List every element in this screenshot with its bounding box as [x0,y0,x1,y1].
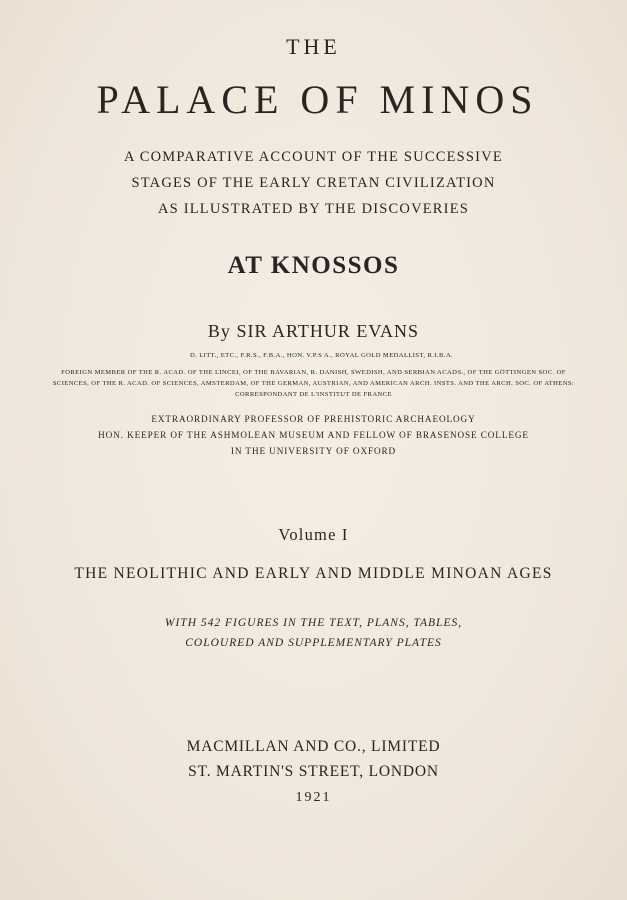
publisher-name: MACMILLAN AND CO., LIMITED [186,738,441,755]
author-degrees: D. LITT., ETC., F.R.S., F.B.A., HON. V.P.S A., ROYAL GOLD MEDALLIST, R.I.B.A. [189,352,454,359]
author-position-line: IN THE UNIVERSITY OF OXFORD [230,446,397,456]
book-title: PALACE OF MINOS [96,77,539,122]
author-prefix: By [207,321,231,341]
author-membership-line: FOREIGN MEMBER OF THE R. ACAD. OF THE LINCEI, OF THE BAVARIAN, R. DANISH, SWEDISH, AND SERBIAN ACADS., OF THE GÖTTINGEN SOC. OF [61,369,566,376]
author-position-line: EXTRAORDINARY PROFESSOR OF PREHISTORIC ARCHAEOLOGY [151,414,476,424]
volume-word: Volume [278,525,337,544]
subtitle-line: A COMPARATIVE ACCOUNT OF THE SUCCESSIVE [124,149,503,165]
publisher-address: ST. MARTIN'S STREET, LONDON [188,763,439,780]
author-line [0,321,627,342]
publication-year: 1921 [295,790,332,805]
location-heading: AT KNOSSOS [227,252,400,279]
author-membership-line: CORRESPONDANT DE L'INSTITUT DE FRANCE [235,391,392,398]
volume-title: THE NEOLITHIC AND EARLY AND MIDDLE MINOAN AGES [74,565,553,582]
volume-number: I [341,525,349,544]
figures-line: WITH 542 FIGURES IN THE TEXT, PLANS, TABLES, [164,617,463,629]
author-membership-line: SCIENCES, OF THE R. ACAD. OF SCIENCES, AMSTERDAM, OF THE GERMAN, AUSTRIAN, AND AMERICAN ARCH. INSTS. AND THE ARCH. SOC. OF ATHENS: [52,380,575,387]
author-position-line: HON. KEEPER OF THE ASHMOLEAN MUSEUM AND FELLOW OF BRASENOSE COLLEGE [98,430,529,440]
subtitle-line: STAGES OF THE EARLY CRETAN CIVILIZATION [131,175,496,191]
subtitle-line: AS ILLUSTRATED BY THE DISCOVERIES [157,201,470,217]
author-name: SIR ARTHUR EVANS [236,321,420,341]
figures-line: COLOURED AND SUPPLEMENTARY PLATES [185,637,442,649]
volume-heading [0,525,627,545]
title-article: THE [286,34,341,59]
